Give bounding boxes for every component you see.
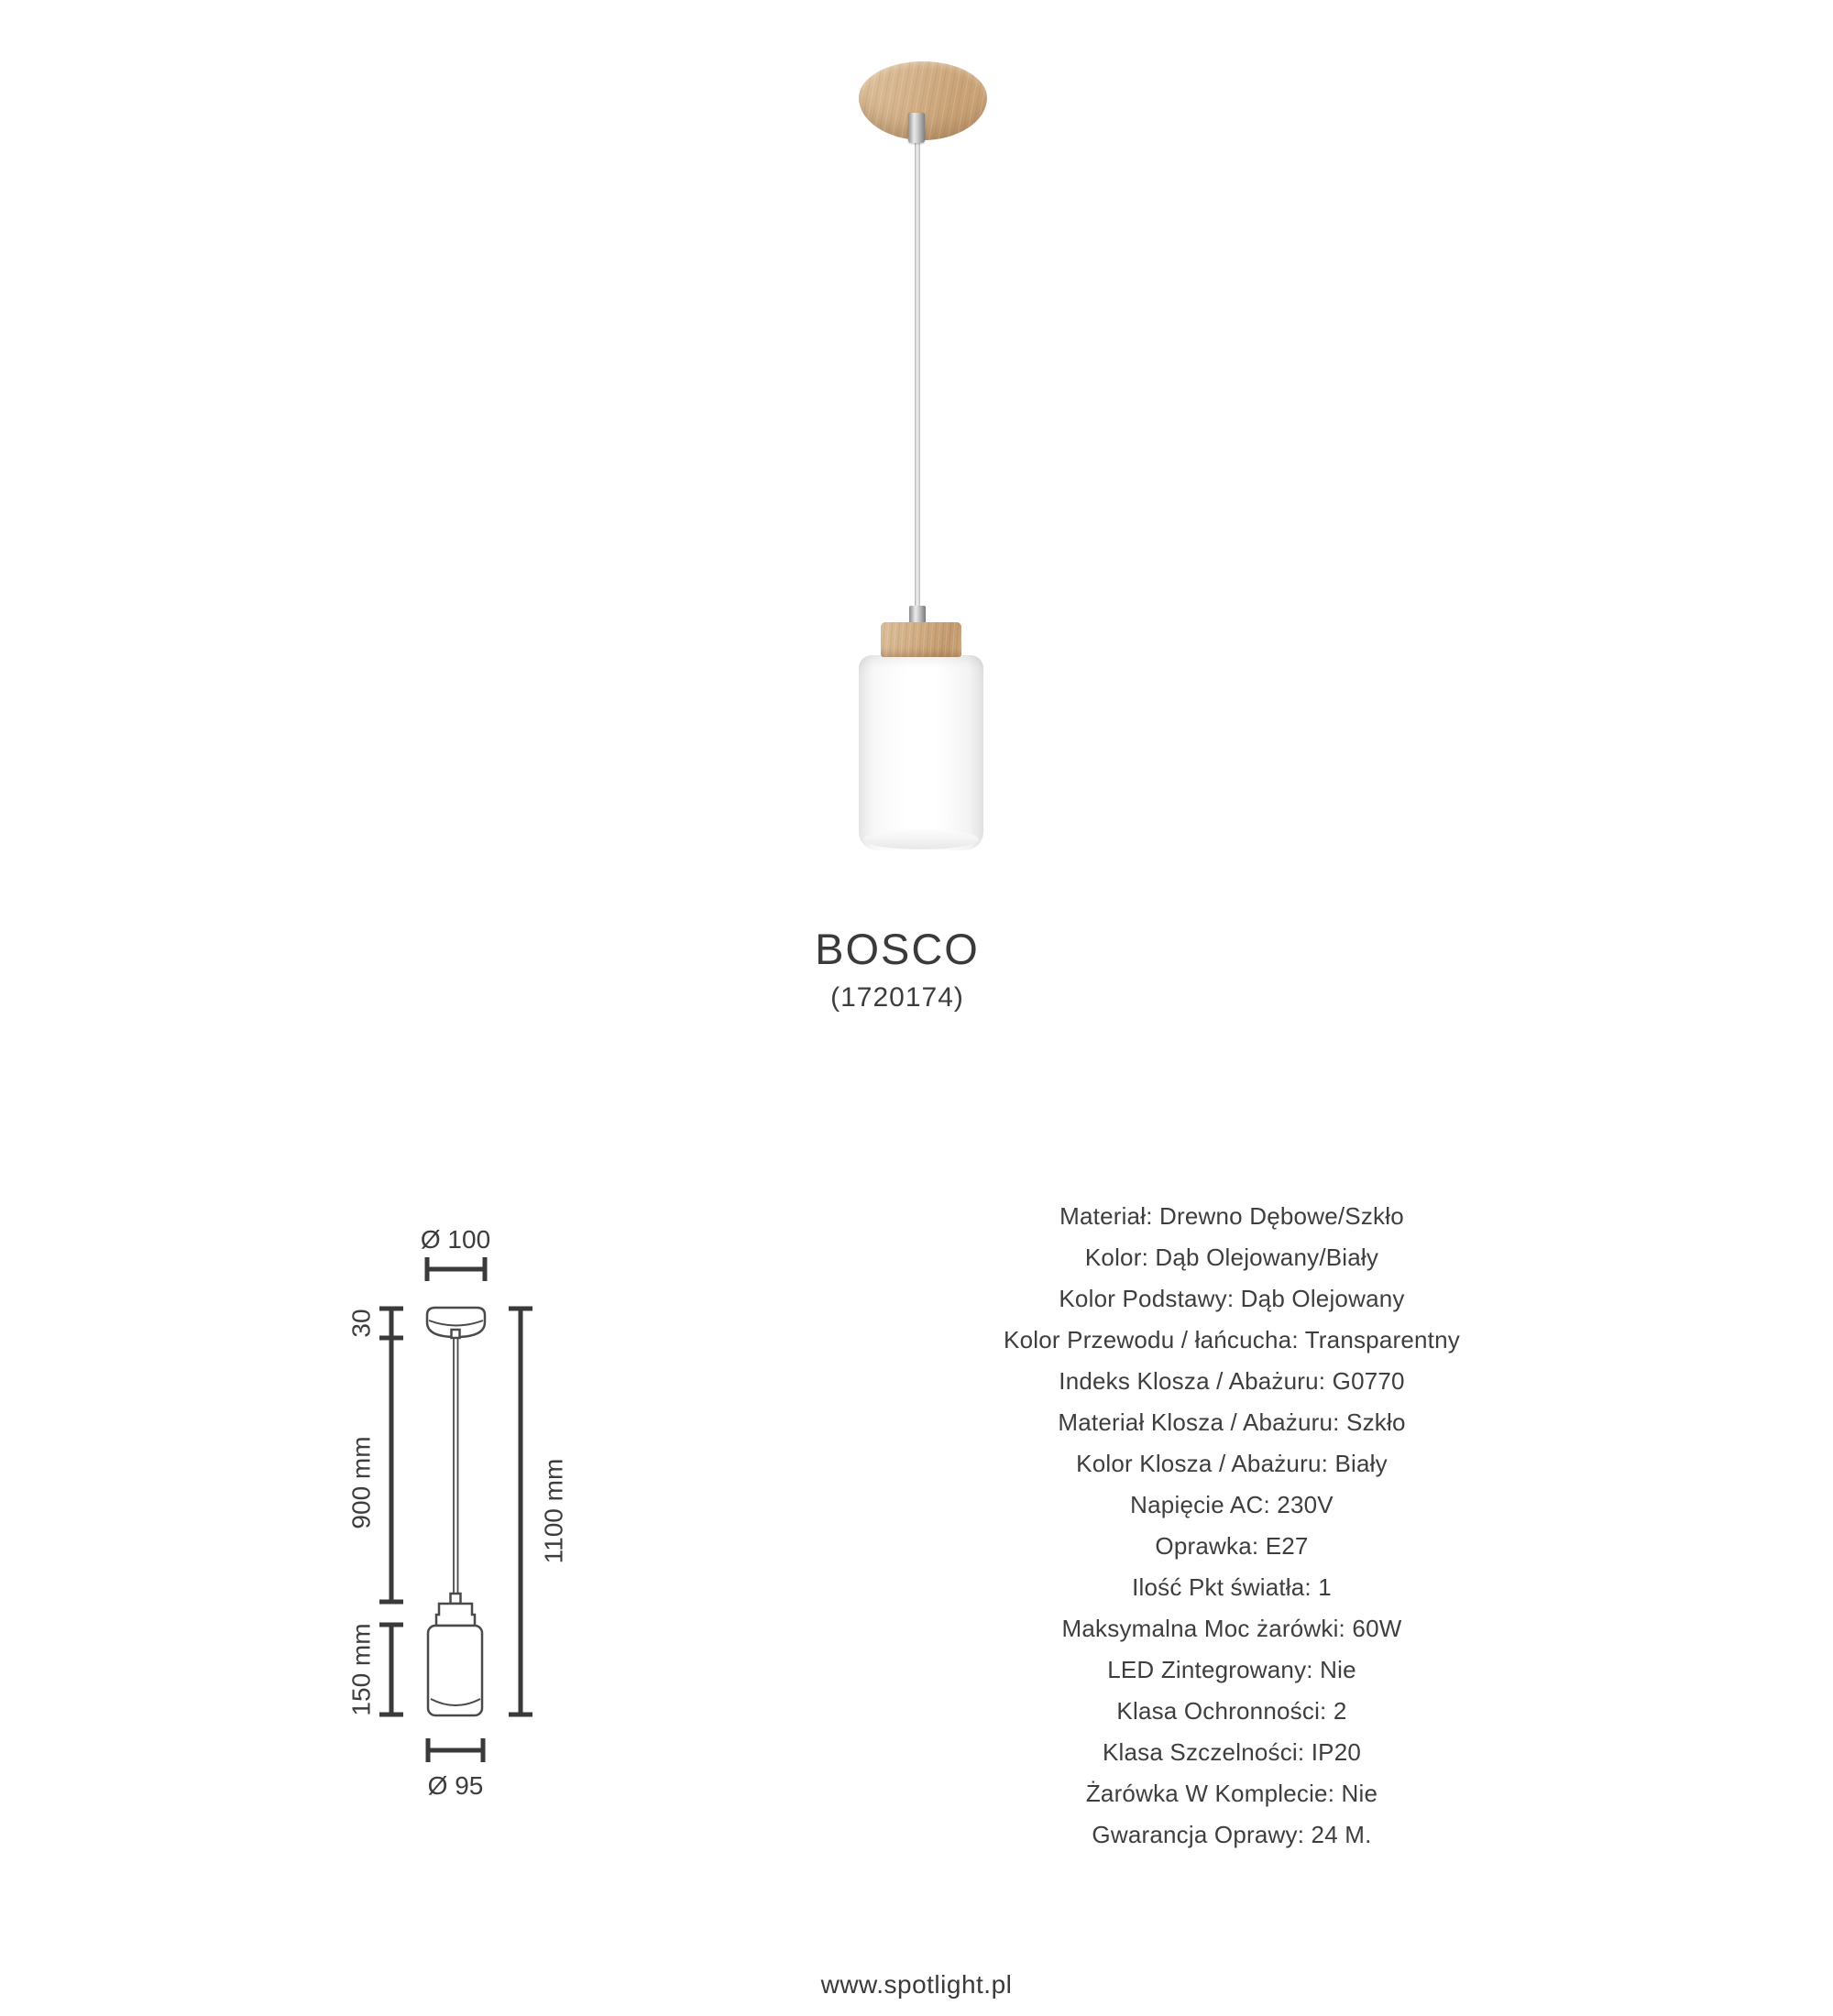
dimension-diagram — [330, 1210, 577, 1814]
spec-line-voltage: Napięcie AC: 230V — [1130, 1491, 1334, 1518]
product-name: BOSCO — [815, 925, 980, 973]
spec-line-socket: Oprawka: E27 — [1155, 1532, 1309, 1560]
dim-label-canopy-height: 30 — [346, 1309, 376, 1338]
spec-line-cable-color: Kolor Przewodu / łańcucha: Transparentny — [1004, 1326, 1460, 1353]
spec-line-protection-class: Klasa Ochronności: 2 — [1116, 1697, 1347, 1725]
spec-line-warranty: Gwarancja Oprawy: 24 M. — [1092, 1821, 1372, 1848]
dim-label-shade-height: 150 mm — [346, 1623, 376, 1716]
spec-line-light-points: Ilość Pkt światła: 1 — [1132, 1573, 1332, 1601]
spec-line-shade-color: Kolor Klosza / Abażuru: Biały — [1076, 1450, 1388, 1477]
spec-line-led-integrated: LED Zintegrowany: Nie — [1107, 1656, 1356, 1683]
title-block — [714, 927, 1081, 1013]
spec-list — [902, 1196, 1562, 1856]
dim-label-cable-length: 900 mm — [346, 1436, 376, 1529]
spec-line-shade-index: Indeks Klosza / Abażuru: G0770 — [1059, 1367, 1405, 1395]
transparent-cable — [915, 141, 920, 611]
spec-line-material: Materiał: Drewno Dębowe/Szkło — [1059, 1202, 1404, 1230]
spec-line-max-power: Maksymalna Moc żarówki: 60W — [1061, 1615, 1402, 1642]
dim-label-shade-diameter: Ø 95 — [427, 1771, 484, 1800]
spec-line-bulb-included: Żarówka W Komplecie: Nie — [1085, 1780, 1378, 1807]
white-glass-shade — [859, 655, 983, 850]
spec-line-color: Kolor: Dąb Olejowany/Biały — [1084, 1244, 1379, 1271]
lamp-outline — [427, 1308, 485, 1715]
chrome-cable-fitting — [908, 113, 925, 143]
spec-line-base-color: Kolor Podstawy: Dąb Olejowany — [1059, 1285, 1405, 1312]
spec-line-ip-class: Klasa Szczelności: IP20 — [1102, 1738, 1362, 1766]
spec-line-shade-material: Materiał Klosza / Abażuru: Szkło — [1058, 1408, 1406, 1436]
product-photo — [0, 0, 1833, 916]
product-code: (1720174) — [830, 982, 964, 1013]
wood-shade-holder — [881, 622, 961, 657]
dim-label-canopy-diameter: Ø 100 — [420, 1225, 491, 1254]
footer-website: www.spotlight.pl — [820, 1970, 1013, 1999]
dim-label-total-height: 1100 mm — [539, 1458, 568, 1564]
